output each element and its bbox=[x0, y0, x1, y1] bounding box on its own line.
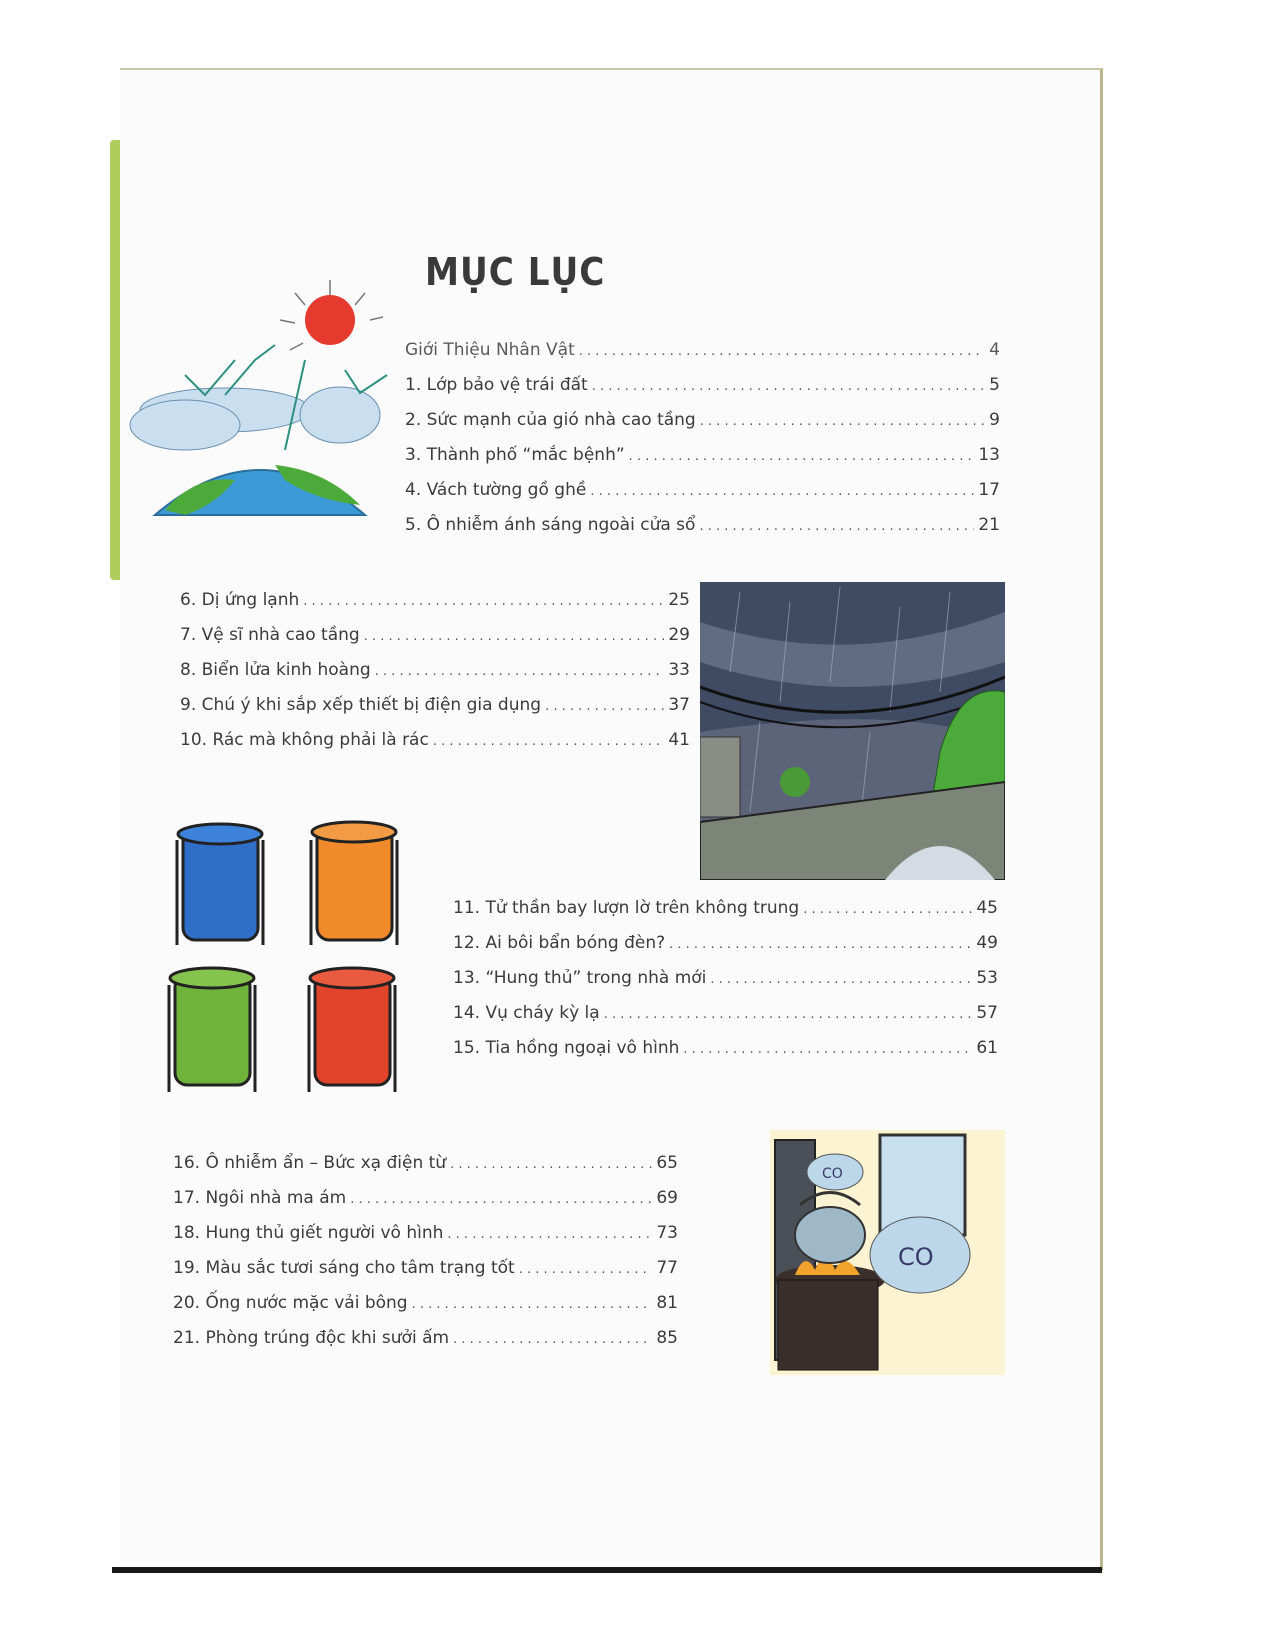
storm-bridge-illustration bbox=[700, 582, 1005, 880]
co-label: CO bbox=[822, 1166, 843, 1182]
sun-icon bbox=[305, 295, 355, 345]
toc-section-4 bbox=[173, 1153, 678, 1363]
toc-entry[interactable]: 15. Tia hồng ngoại vô hình . . . 61 bbox=[453, 1038, 998, 1073]
page-title: MỤC LỤC bbox=[425, 250, 606, 294]
toc-entry[interactable]: 4. Vách tường gồ ghề . . . 17 bbox=[405, 480, 1000, 515]
toc-entry[interactable]: Giới Thiệu Nhân Vật . . . 4 bbox=[405, 340, 1000, 375]
toc-entry[interactable]: 7. Vệ sĩ nhà cao tầng . . . 29 bbox=[180, 625, 690, 660]
toc-entry[interactable]: 10. Rác mà không phải là rác . . . 41 bbox=[180, 730, 690, 765]
toc-entry[interactable]: 21. Phòng trúng độc khi sưởi ấm . . . 85 bbox=[173, 1328, 678, 1363]
toc-entry[interactable]: 13. “Hung thủ” trong nhà mới . . . 53 bbox=[453, 968, 998, 1003]
toc-entry[interactable]: 17. Ngôi nhà ma ám . . . 69 bbox=[173, 1188, 678, 1223]
stove-co-illustration bbox=[770, 1130, 1005, 1375]
toc-entry[interactable]: 11. Tử thần bay lượn lờ trên không trung . . . 45 bbox=[453, 898, 998, 933]
toc-entry[interactable]: 8. Biển lửa kinh hoàng . . . 33 bbox=[180, 660, 690, 695]
toc-entry[interactable]: 19. Màu sắc tươi sáng cho tâm trạng tốt . . . 77 bbox=[173, 1258, 678, 1293]
earth-sun-illustration bbox=[125, 275, 395, 540]
toc-entry[interactable]: 18. Hung thủ giết người vô hình . . . 73 bbox=[173, 1223, 678, 1258]
toc-entry[interactable]: 1. Lớp bảo vệ trái đất . . . 5 bbox=[405, 375, 1000, 410]
trash-bins-illustration bbox=[165, 820, 410, 1100]
toc-section-1 bbox=[405, 340, 1000, 550]
co-label: CO bbox=[898, 1243, 934, 1271]
toc-entry[interactable]: 5. Ô nhiễm ánh sáng ngoài cửa sổ . . . 21 bbox=[405, 515, 1000, 550]
toc-section-3 bbox=[453, 898, 998, 1073]
book-edge bbox=[110, 140, 120, 580]
toc-entry[interactable]: 14. Vụ cháy kỳ lạ . . . 57 bbox=[453, 1003, 998, 1038]
toc-entry[interactable]: 2. Sức mạnh của gió nhà cao tầng . . . 9 bbox=[405, 410, 1000, 445]
toc-entry[interactable]: 9. Chú ý khi sắp xếp thiết bị điện gia dụng . . . 37 bbox=[180, 695, 690, 730]
toc-entry[interactable]: 6. Dị ứng lạnh . . . 25 bbox=[180, 590, 690, 625]
toc-section-2 bbox=[180, 590, 690, 765]
toc-entry[interactable]: 12. Ai bôi bẩn bóng đèn? . . . 49 bbox=[453, 933, 998, 968]
page-bottom-shadow bbox=[112, 1567, 1102, 1573]
toc-entry[interactable]: 3. Thành phố “mắc bệnh” . . . 13 bbox=[405, 445, 1000, 480]
toc-entry[interactable]: 16. Ô nhiễm ẩn – Bức xạ điện từ . . . 65 bbox=[173, 1153, 678, 1188]
toc-entry[interactable]: 20. Ống nước mặc vải bông . . . 81 bbox=[173, 1293, 678, 1328]
